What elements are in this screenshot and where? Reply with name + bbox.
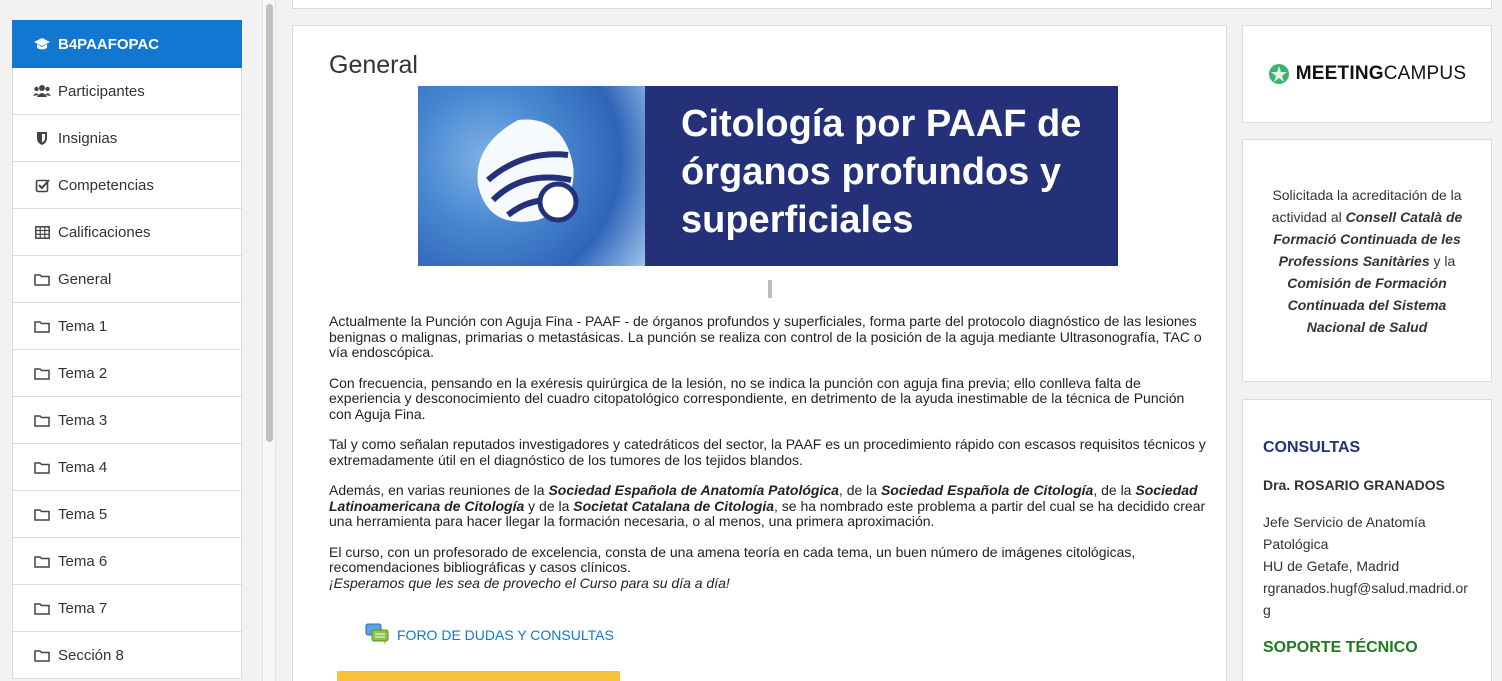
sidebar-item-label: Tema 7 [58, 599, 108, 617]
meetingcampus-logo[interactable] [1268, 63, 1466, 85]
sidebar-scrollbar[interactable] [262, 0, 276, 681]
banner-title: Citología por PAAF de órganos profundos y superficiales [681, 103, 1082, 241]
top-content-strip [292, 0, 1492, 9]
paragraph-5: El curso, con un profesorado de excelencia, consta de una amena teoría en cada tema, un buen número de imágenes citológicas, recomendaciones bibliográficas y casos clínicos. ¡Esperamos que les sea de provecho el Curso para su día a día! [329, 543, 1136, 591]
sidebar-item-tema-6[interactable] [12, 538, 242, 585]
sidebar-item-participantes[interactable] [12, 68, 242, 115]
sidebar-item-label: B4PAAFOPAC [58, 35, 160, 53]
sidebar-item-course-home[interactable] [12, 20, 242, 68]
sidebar-item-tema-5[interactable] [12, 491, 242, 538]
course-logo-icon [463, 110, 593, 230]
sidebar-item-label: Tema 5 [58, 505, 108, 523]
doctor-name: Dra. ROSARIO GRANADOS [1263, 477, 1446, 493]
checkbox-icon [33, 177, 51, 193]
sidebar-item-general[interactable] [12, 256, 242, 303]
sidebar-item-tema-3[interactable] [12, 397, 242, 444]
folder-icon [33, 553, 51, 569]
sidebar-item-label: Competencias [58, 176, 154, 194]
sidebar-item-competencias[interactable] [12, 162, 242, 209]
sidebar-item-label: Tema 1 [58, 317, 108, 335]
sidebar-item-label: Tema 4 [58, 458, 108, 476]
folder-icon [33, 459, 51, 475]
doctor-position: Jefe Servicio de Anatomía Patológica [1263, 514, 1426, 552]
sidebar-item-seccion-8[interactable] [12, 632, 242, 679]
doctor-email[interactable]: rgranados.hugf@salud.madrid.org [1263, 580, 1468, 618]
sidebar-item-label: Insignias [58, 129, 118, 147]
course-banner [418, 86, 1118, 266]
logo-bold-text: MEETING [1295, 63, 1384, 84]
paragraph-1: Actualmente la Punción con Aguja Fina - PAAF - de órganos profundos y superficiales, forma parte del protocolo diagnóstico de las lesiones benignas o malignas, primarias o metastásicas. La punción se realiza con control de la posición de la aguja mediante Ultrasonografía, TAC o vía endoscópica. [329, 313, 1202, 360]
folder-icon [33, 600, 51, 616]
banner-title-panel [645, 86, 1118, 266]
folder-icon [33, 412, 51, 428]
yellow-button[interactable] [337, 671, 620, 681]
meetingcampus-block [1242, 25, 1492, 123]
folder-icon [33, 647, 51, 663]
sidebar-item-label: Sección 8 [58, 646, 124, 664]
scrollbar-thumb[interactable] [266, 4, 273, 442]
sidebar-item-tema-1[interactable] [12, 303, 242, 350]
section-title: General [329, 51, 418, 79]
paragraph-3: Tal y como señalan reputados investigadores y catedráticos del sector, la PAAF es un procedimiento rápido con escasos requisitos técnicos y extremadamente útil en el diagnóstico de los tumores de los tejidos blandos. [329, 436, 1206, 468]
accreditation-block [1242, 139, 1492, 382]
consultas-block [1242, 399, 1492, 681]
sidebar-item-label: Calificaciones [58, 223, 151, 241]
sidebar-item-label: Tema 3 [58, 411, 108, 429]
sidebar-item-label: General [58, 270, 112, 288]
graduation-cap-icon [33, 36, 51, 52]
forum-link[interactable] [365, 623, 614, 646]
doctor-info [1263, 511, 1473, 621]
shield-icon [33, 130, 51, 146]
course-description [329, 314, 1209, 606]
sidebar-item-label: Participantes [58, 82, 145, 100]
forum-chat-icon [365, 623, 390, 646]
folder-icon [33, 271, 51, 287]
logo-light-text: CAMPUS [1383, 63, 1467, 84]
soporte-tecnico-title: SOPORTE TÉCNICO [1263, 639, 1418, 656]
consultas-title: CONSULTAS [1263, 439, 1361, 456]
folder-icon [33, 506, 51, 522]
sidebar-item-tema-2[interactable] [12, 350, 242, 397]
sidebar-item-calificaciones[interactable] [12, 209, 242, 256]
meetingcampus-logo-icon [1268, 63, 1290, 85]
folder-icon [33, 365, 51, 381]
sidebar-item-tema-4[interactable] [12, 444, 242, 491]
paragraph-4: Además, en varias reuniones de la Sociedad Española de Anatomía Patológica, de la Sociedad Española de Citología, de la Sociedad Latinoamericana de Citología y de la Societat Catalana de Citologia, se ha nombrado este problema a partir del cual se ha decidido crear una herramienta para hacer llegar la formación necesaria, o al menos, una primera aproximación. [329, 482, 1206, 529]
sidebar-item-label: Tema 6 [58, 552, 108, 570]
main-content [292, 25, 1227, 681]
sidebar-item-tema-7[interactable] [12, 585, 242, 632]
course-sidebar [12, 20, 242, 679]
doctor-hospital: HU de Getafe, Madrid [1263, 558, 1400, 574]
paragraph-2: Con frecuencia, pensando en la exéresis quirúrgica de la lesión, no se indica la punción con aguja fina previa; ello conlleva falta de experiencia y desconocimiento del cuadro citopatológico correspondiente, en detrimento de la ayuda inestimable de la técnica de Punción con Aguja Fina. [329, 374, 1185, 422]
folder-icon [33, 318, 51, 334]
accreditation-text: Solicitada la acreditación de la actividad al Consell Català de Formació Continuada de les Professions Sanitàries y la Comisión de Formación Continuada del Sistema Nacional de Salud [1271, 186, 1463, 335]
sidebar-item-label: Tema 2 [58, 364, 108, 382]
banner-cytology-image [418, 86, 645, 266]
forum-link-label[interactable]: FORO DE DUDAS Y CONSULTAS [397, 626, 614, 643]
table-icon [33, 224, 51, 240]
divider-mark [768, 280, 772, 298]
sidebar-item-insignias[interactable] [12, 115, 242, 162]
users-icon [33, 83, 51, 99]
